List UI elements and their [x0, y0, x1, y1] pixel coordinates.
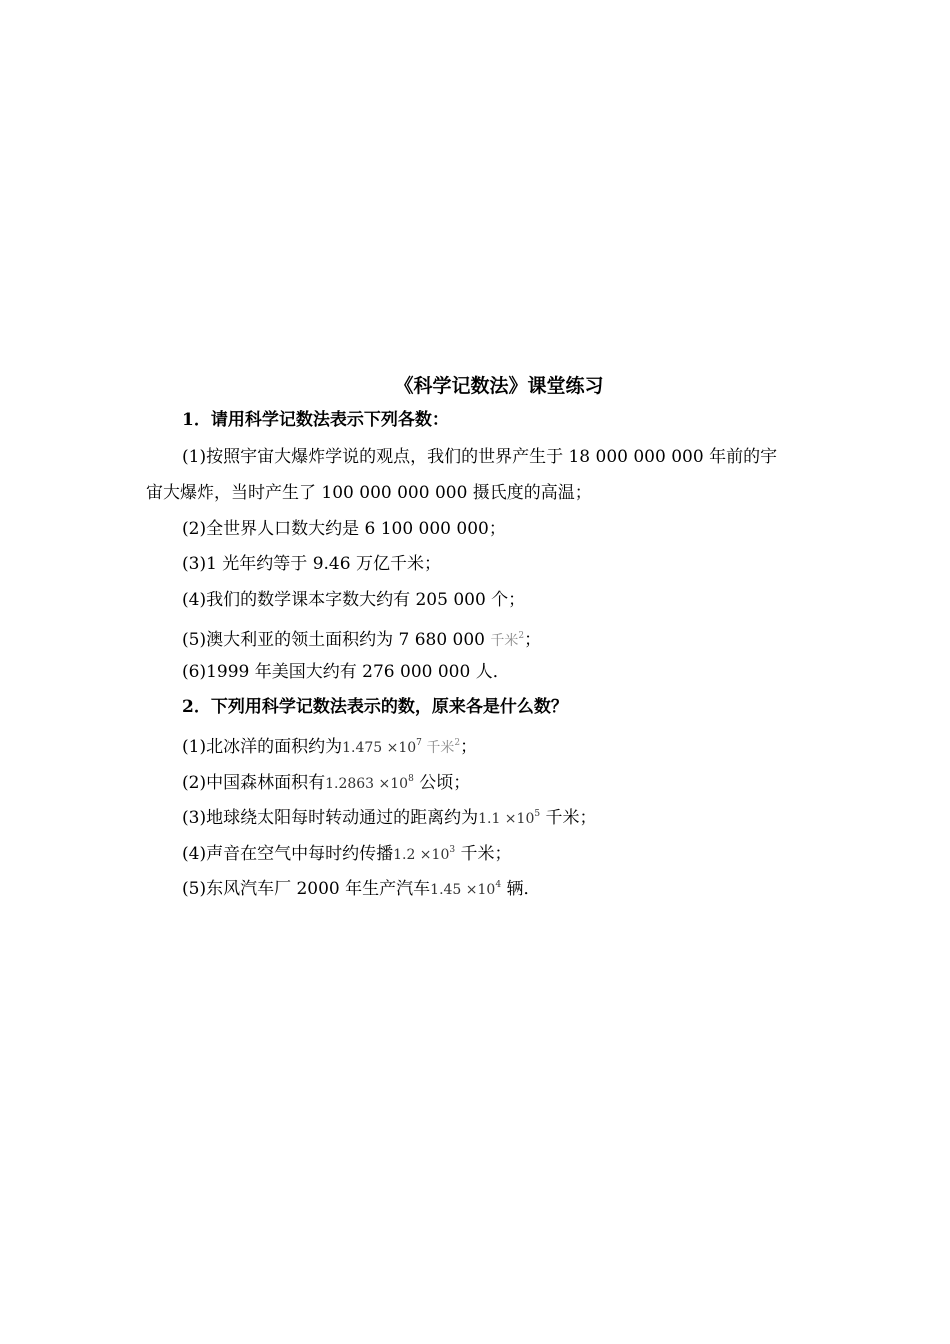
question-2-heading: 2．下列用科学记数法表示的数，原来各是什么数？	[182, 697, 568, 717]
question-1-heading: 1．请用科学记数法表示下列各数：	[182, 410, 449, 430]
q1-item-2: (2)全世界人口数大约是 6 100 000 000；	[182, 519, 506, 539]
q1-item-3: (3)1 光年约等于 9.46 万亿千米；	[182, 554, 441, 574]
q2-item-4-end: 千米；	[455, 844, 512, 864]
q2-item-3-end: 千米；	[540, 808, 597, 828]
q2-item-1-end: ；	[460, 737, 478, 757]
q2-item-4	[182, 835, 512, 870]
q1-item-4: (4)我们的数学课本字数大约有 205 000 个；	[182, 590, 526, 610]
q2-item-5-end: 辆．	[501, 879, 541, 899]
q1-item-1-line-1: (1)按照宇宙大爆炸学说的观点，我们的世界产生于 18 000 000 000 年前的宇	[182, 447, 778, 467]
q2-item-1	[182, 728, 477, 763]
q2-item-4-text: (4)声音在空气中每时约传播	[182, 844, 394, 864]
q2-item-3-number: $1.1 \times 10^5$	[478, 809, 541, 827]
q2-item-2-text: (2)中国森林面积有	[182, 773, 326, 793]
page-title: 《科学记数法》课堂练习	[394, 375, 604, 397]
q2-item-5-text: (5)东风汽车厂 2000 年生产汽车	[182, 879, 431, 899]
q1-item-1-line-2: 宙大爆炸，当时产生了 100 000 000 000 摄氏度的高温；	[146, 483, 592, 503]
q1-item-5-text: (5)澳大利亚的领土面积约为 7 680 000	[182, 630, 491, 650]
q2-item-2-end: 公顷；	[413, 773, 471, 793]
q2-item-5-number: $1.45 \times 10^4$	[430, 880, 502, 898]
q1-item-5-end: ；	[524, 630, 542, 650]
q1-item-5	[182, 621, 541, 656]
q1-item-5-unit: 千米$^2$	[490, 631, 525, 649]
q2-item-2-number: $1.2863 \times 10^8$	[325, 774, 414, 792]
q2-item-5	[182, 870, 540, 905]
q2-item-4-number: $1.2 \times 10^3$	[393, 845, 456, 863]
q2-item-2	[182, 764, 470, 799]
q2-item-3	[182, 799, 597, 834]
q2-item-3-text: (3)地球绕太阳每时转动通过的距离约为	[182, 808, 479, 828]
q2-item-1-text: (1)北冰洋的面积约为	[182, 737, 343, 757]
q2-item-1-unit: 千米$^2$	[421, 738, 461, 756]
q2-item-1-number: $1.475 \times 10^7$	[342, 738, 422, 756]
q1-item-6: (6)1999 年美国大约有 276 000 000 人．	[182, 662, 510, 682]
